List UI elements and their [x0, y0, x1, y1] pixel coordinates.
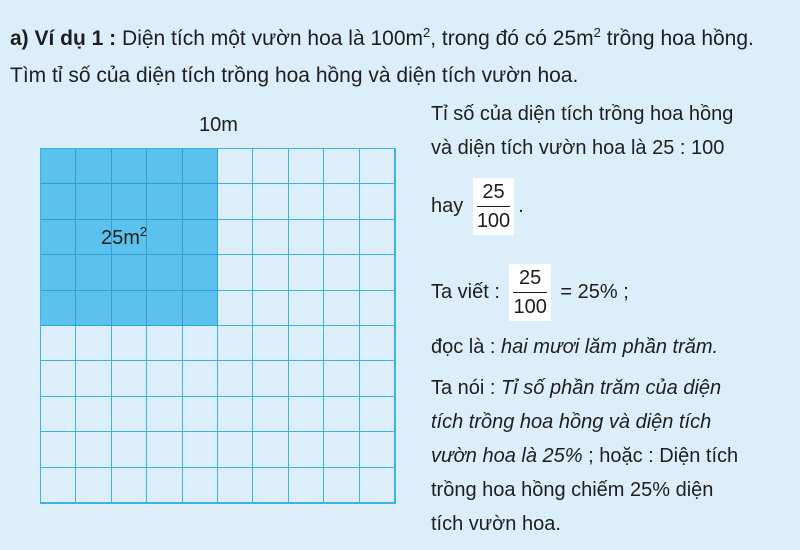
grid-cell — [218, 468, 253, 503]
grid-cell — [76, 468, 111, 503]
ratio-paragraph — [431, 97, 786, 165]
grid-cell-shaded — [183, 220, 218, 255]
grid-cell — [41, 468, 76, 503]
grid-cell — [183, 361, 218, 396]
reading-italic: hai mươi lăm phần trăm. — [501, 336, 719, 358]
grid-cell — [324, 468, 359, 503]
fraction-suffix: . — [518, 194, 524, 217]
grid-cell-shaded — [76, 255, 111, 290]
grid-cell — [112, 432, 147, 467]
problem-statement — [10, 20, 790, 94]
grid-cell-shaded — [41, 149, 76, 184]
superscript-1: 2 — [423, 25, 431, 40]
grid-cell — [324, 184, 359, 219]
conclusion-prefix: Ta nói : — [431, 377, 502, 399]
grid-cell — [289, 326, 324, 361]
problem-text-1: Diện tích một vườn hoa là 100m — [116, 27, 423, 50]
grid-cell — [360, 255, 395, 290]
grid-cell-shaded — [76, 184, 111, 219]
grid-cell-shaded — [76, 291, 111, 326]
grid-cell — [289, 361, 324, 396]
grid-cell-shaded — [147, 184, 182, 219]
grid-cell — [324, 432, 359, 467]
grid-cell — [76, 432, 111, 467]
rose-area-superscript: 2 — [139, 224, 148, 239]
percent-suffix: = 25% ; — [560, 280, 629, 303]
grid-cell — [218, 149, 253, 184]
side-length-label: 10m — [199, 114, 238, 136]
conclusion-italic-1: Tỉ số phần trăm của diện — [501, 377, 722, 399]
grid-cell — [324, 326, 359, 361]
fraction-numerator: 25 — [477, 178, 510, 207]
grid-cell — [253, 326, 288, 361]
grid-cell — [183, 468, 218, 503]
grid-cell — [147, 468, 182, 503]
conclusion-rest-1: ; hoặc : Diện tích — [582, 445, 739, 467]
percent-fraction-denominator: 100 — [513, 296, 547, 318]
grid-cell — [360, 432, 395, 467]
percent-fraction-numerator: 25 — [513, 264, 546, 293]
conclusion-paragraph — [431, 371, 786, 541]
grid-cell — [289, 184, 324, 219]
garden-grid — [40, 148, 396, 504]
grid-cell-shaded — [112, 149, 147, 184]
grid-cell — [360, 397, 395, 432]
ratio-line-2: và diện tích vườn hoa là 25 : 100 — [431, 137, 725, 159]
grid-cell — [253, 220, 288, 255]
grid-cell-shaded — [183, 255, 218, 290]
grid-cell — [324, 361, 359, 396]
problem-text-3: trồng hoa hồng. Tìm tỉ số của diện tích trồng hoa hồng và diện tích vườn hoa. — [10, 27, 754, 87]
grid-cell-shaded — [183, 291, 218, 326]
grid-cell-shaded — [112, 184, 147, 219]
grid-cell — [360, 361, 395, 396]
grid-cell — [147, 326, 182, 361]
grid-cell — [253, 361, 288, 396]
grid-cell — [41, 361, 76, 396]
grid-cell-shaded — [183, 184, 218, 219]
grid-cell — [147, 361, 182, 396]
grid-cell — [218, 432, 253, 467]
percent-fraction — [509, 264, 550, 321]
grid-cell — [360, 291, 395, 326]
grid-cell — [218, 291, 253, 326]
example-label: a) Ví dụ 1 : — [10, 27, 117, 50]
grid-cell — [112, 326, 147, 361]
fraction-line — [431, 178, 786, 235]
grid-cell-shaded — [76, 149, 111, 184]
grid-cell-shaded — [41, 184, 76, 219]
percent-prefix: Ta viết : — [431, 280, 500, 303]
grid-cell — [289, 432, 324, 467]
grid-cell — [253, 432, 288, 467]
grid-cell — [253, 397, 288, 432]
grid-cell — [324, 291, 359, 326]
grid-cell — [183, 397, 218, 432]
rose-area-value: 25m — [101, 227, 140, 249]
grid-cell-shaded — [147, 255, 182, 290]
reading-prefix: đọc là : — [431, 336, 502, 358]
conclusion-rest-3: tích vườn hoa. — [431, 513, 561, 535]
grid-cell — [360, 184, 395, 219]
grid-cell — [218, 326, 253, 361]
grid-cell — [253, 255, 288, 290]
grid-cell-shaded — [41, 220, 76, 255]
grid-cell-shaded — [147, 220, 182, 255]
reading-line — [431, 336, 786, 359]
conclusion-italic-2: tích trồng hoa hồng và diện tích — [431, 411, 712, 433]
grid-cell — [76, 326, 111, 361]
grid-cell — [183, 432, 218, 467]
grid-cell-shaded — [112, 291, 147, 326]
grid-cell — [112, 361, 147, 396]
rose-area-label — [101, 224, 148, 250]
grid-cell-shaded — [112, 255, 147, 290]
grid-cell — [253, 468, 288, 503]
grid-cell-shaded — [41, 255, 76, 290]
grid-cell — [147, 432, 182, 467]
grid-cell — [360, 468, 395, 503]
grid-cell — [253, 184, 288, 219]
grid-cell — [360, 149, 395, 184]
grid-cell — [289, 255, 324, 290]
grid-cell — [41, 326, 76, 361]
grid-cell — [183, 326, 218, 361]
ratio-line-1: Tỉ số của diện tích trồng hoa hồng — [431, 103, 734, 125]
grid-cell — [218, 184, 253, 219]
grid-cell-shaded — [41, 291, 76, 326]
grid-cell — [253, 149, 288, 184]
grid-cell-shaded — [183, 149, 218, 184]
grid-cell-shaded — [147, 149, 182, 184]
grid-cell — [76, 361, 111, 396]
superscript-2: 2 — [593, 25, 601, 40]
grid-cell — [289, 220, 324, 255]
grid-cell — [360, 220, 395, 255]
grid-cell — [112, 397, 147, 432]
grid-cell — [324, 220, 359, 255]
grid-cell — [218, 255, 253, 290]
grid-cell — [218, 220, 253, 255]
fraction-denominator: 100 — [476, 210, 511, 232]
grid-cell — [41, 397, 76, 432]
grid-cell — [289, 291, 324, 326]
grid-cell — [289, 397, 324, 432]
grid-cell — [360, 326, 395, 361]
grid-cell — [253, 291, 288, 326]
grid-cell — [324, 255, 359, 290]
conclusion-italic-3: vườn hoa là 25% — [431, 445, 583, 467]
grid-cell — [324, 149, 359, 184]
grid-cell — [289, 468, 324, 503]
grid-cell — [41, 432, 76, 467]
fraction-25-100 — [473, 178, 514, 235]
problem-text-2: , trong đó có 25m — [430, 27, 594, 50]
grid-cell — [218, 397, 253, 432]
grid-cell — [76, 397, 111, 432]
grid-cell — [147, 397, 182, 432]
percent-line — [431, 264, 786, 321]
grid-cell — [218, 361, 253, 396]
grid-cell — [112, 468, 147, 503]
conclusion-rest-2: trồng hoa hồng chiếm 25% diện — [431, 479, 714, 501]
grid-cell — [289, 149, 324, 184]
grid-cell — [324, 397, 359, 432]
fraction-prefix: hay — [431, 194, 464, 217]
grid-cell-shaded — [147, 291, 182, 326]
